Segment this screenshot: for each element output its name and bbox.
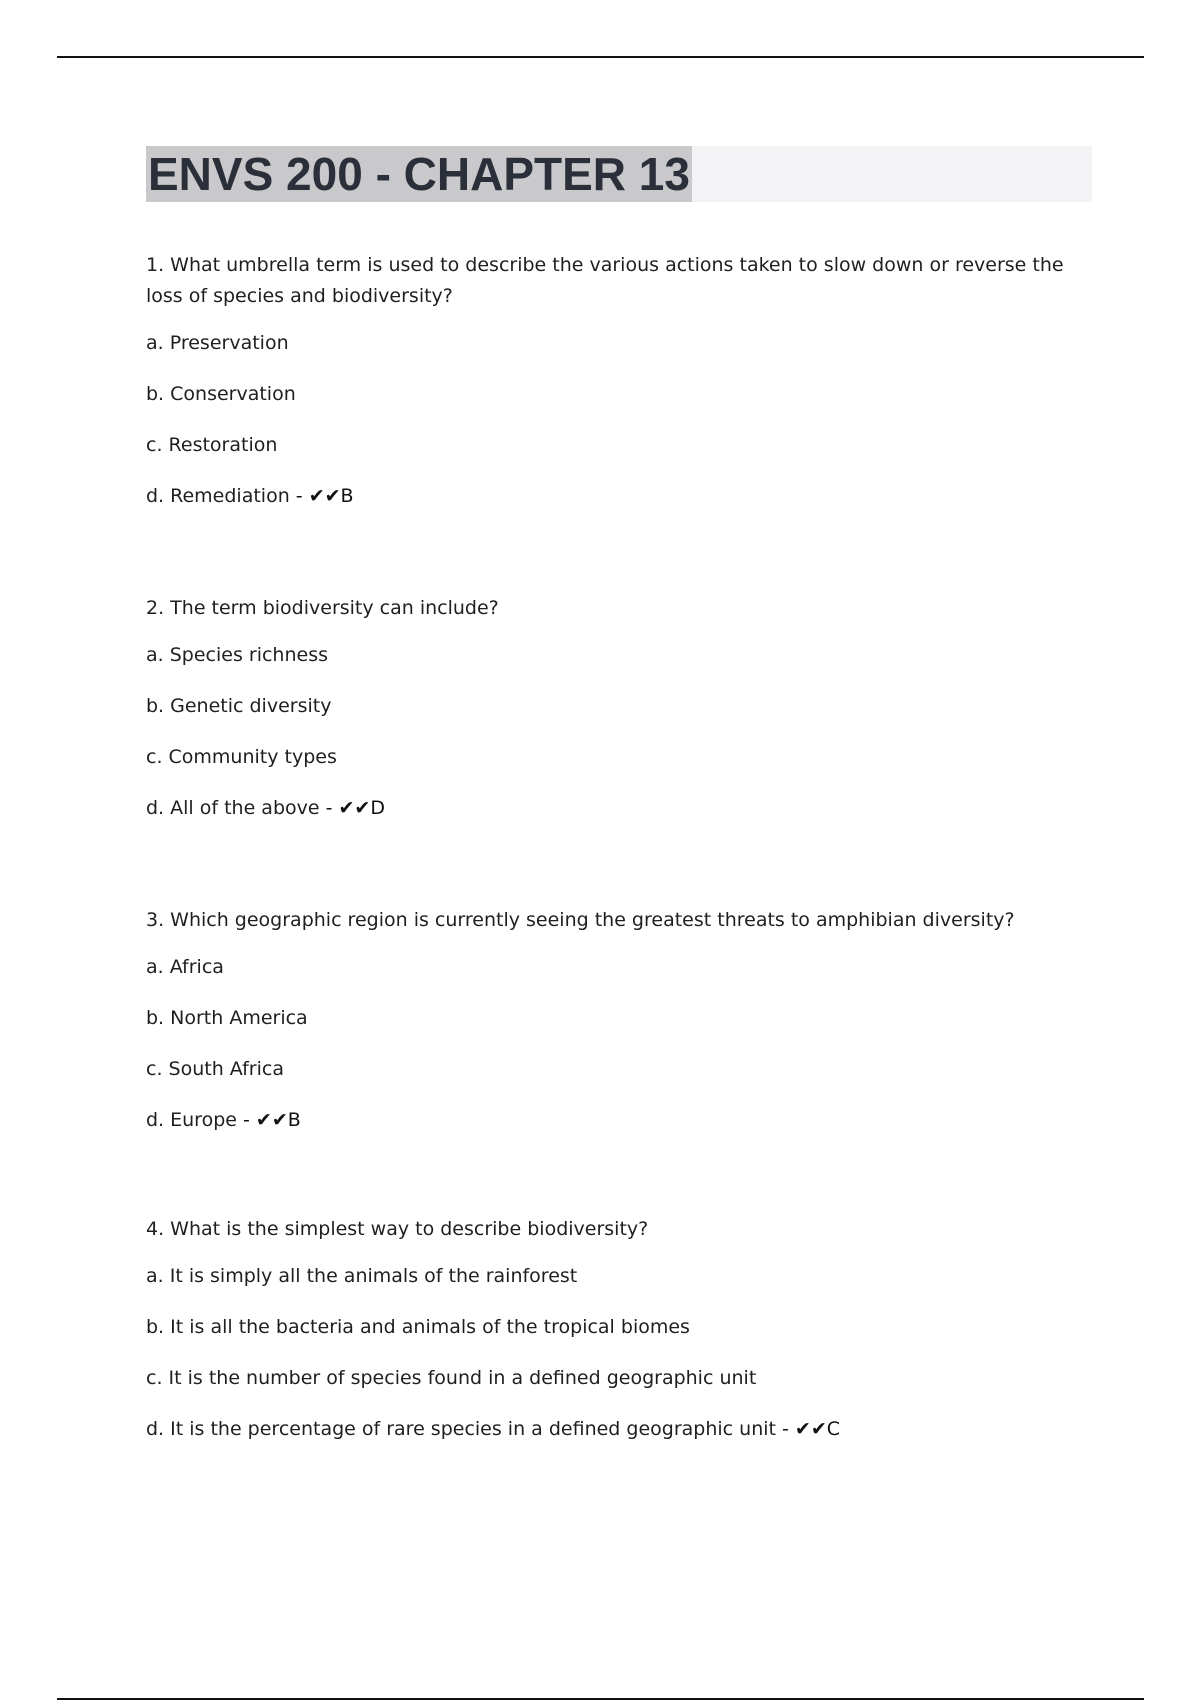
answer-key: - ✔✔D xyxy=(319,797,385,819)
option-b: b. Genetic diversity xyxy=(146,695,332,717)
question-block xyxy=(146,593,1092,846)
question-text: 2. The term biodiversity can include? xyxy=(146,597,499,619)
option-a: a. It is simply all the animals of the rainforest xyxy=(146,1265,578,1287)
option-c: c. South Africa xyxy=(146,1058,284,1080)
answer-key: - ✔✔C xyxy=(775,1418,841,1440)
option-d-text: d. It is the percentage of rare species in a defined geographic unit xyxy=(146,1418,776,1440)
option-c: c. Restoration xyxy=(146,434,278,456)
question-block xyxy=(146,250,1092,534)
option-a: a. Africa xyxy=(146,956,224,978)
option-d-text: d. Remediation xyxy=(146,485,290,507)
question-text: 1. What umbrella term is used to describe the various actions taken to slow down or reverse the loss of species and biodiversity? xyxy=(146,254,1064,307)
question-block xyxy=(146,905,1092,1158)
option-b: b. Conservation xyxy=(146,383,296,405)
option-b: b. North America xyxy=(146,1007,308,1029)
top-rule xyxy=(57,56,1144,58)
option-d xyxy=(146,483,1092,509)
question-block xyxy=(146,1214,1092,1467)
option-c: c. It is the number of species found in a defined geographic unit xyxy=(146,1367,757,1389)
option-d-text: d. Europe xyxy=(146,1109,237,1131)
option-d xyxy=(146,1416,1092,1442)
option-d xyxy=(146,795,1092,821)
question-text: 3. Which geographic region is currently seeing the greatest threats to amphibian diversity? xyxy=(146,909,1015,931)
option-a: a. Preservation xyxy=(146,332,289,354)
option-d-text: d. All of the above xyxy=(146,797,320,819)
option-c: c. Community types xyxy=(146,746,337,768)
answer-key: - ✔✔B xyxy=(236,1109,301,1131)
document-title: ENVS 200 - CHAPTER 13 xyxy=(148,148,690,200)
option-d xyxy=(146,1107,1092,1133)
option-b: b. It is all the bacteria and animals of the tropical biomes xyxy=(146,1316,690,1338)
option-a: a. Species richness xyxy=(146,644,328,666)
answer-key: - ✔✔B xyxy=(289,485,354,507)
question-text: 4. What is the simplest way to describe biodiversity? xyxy=(146,1218,649,1240)
